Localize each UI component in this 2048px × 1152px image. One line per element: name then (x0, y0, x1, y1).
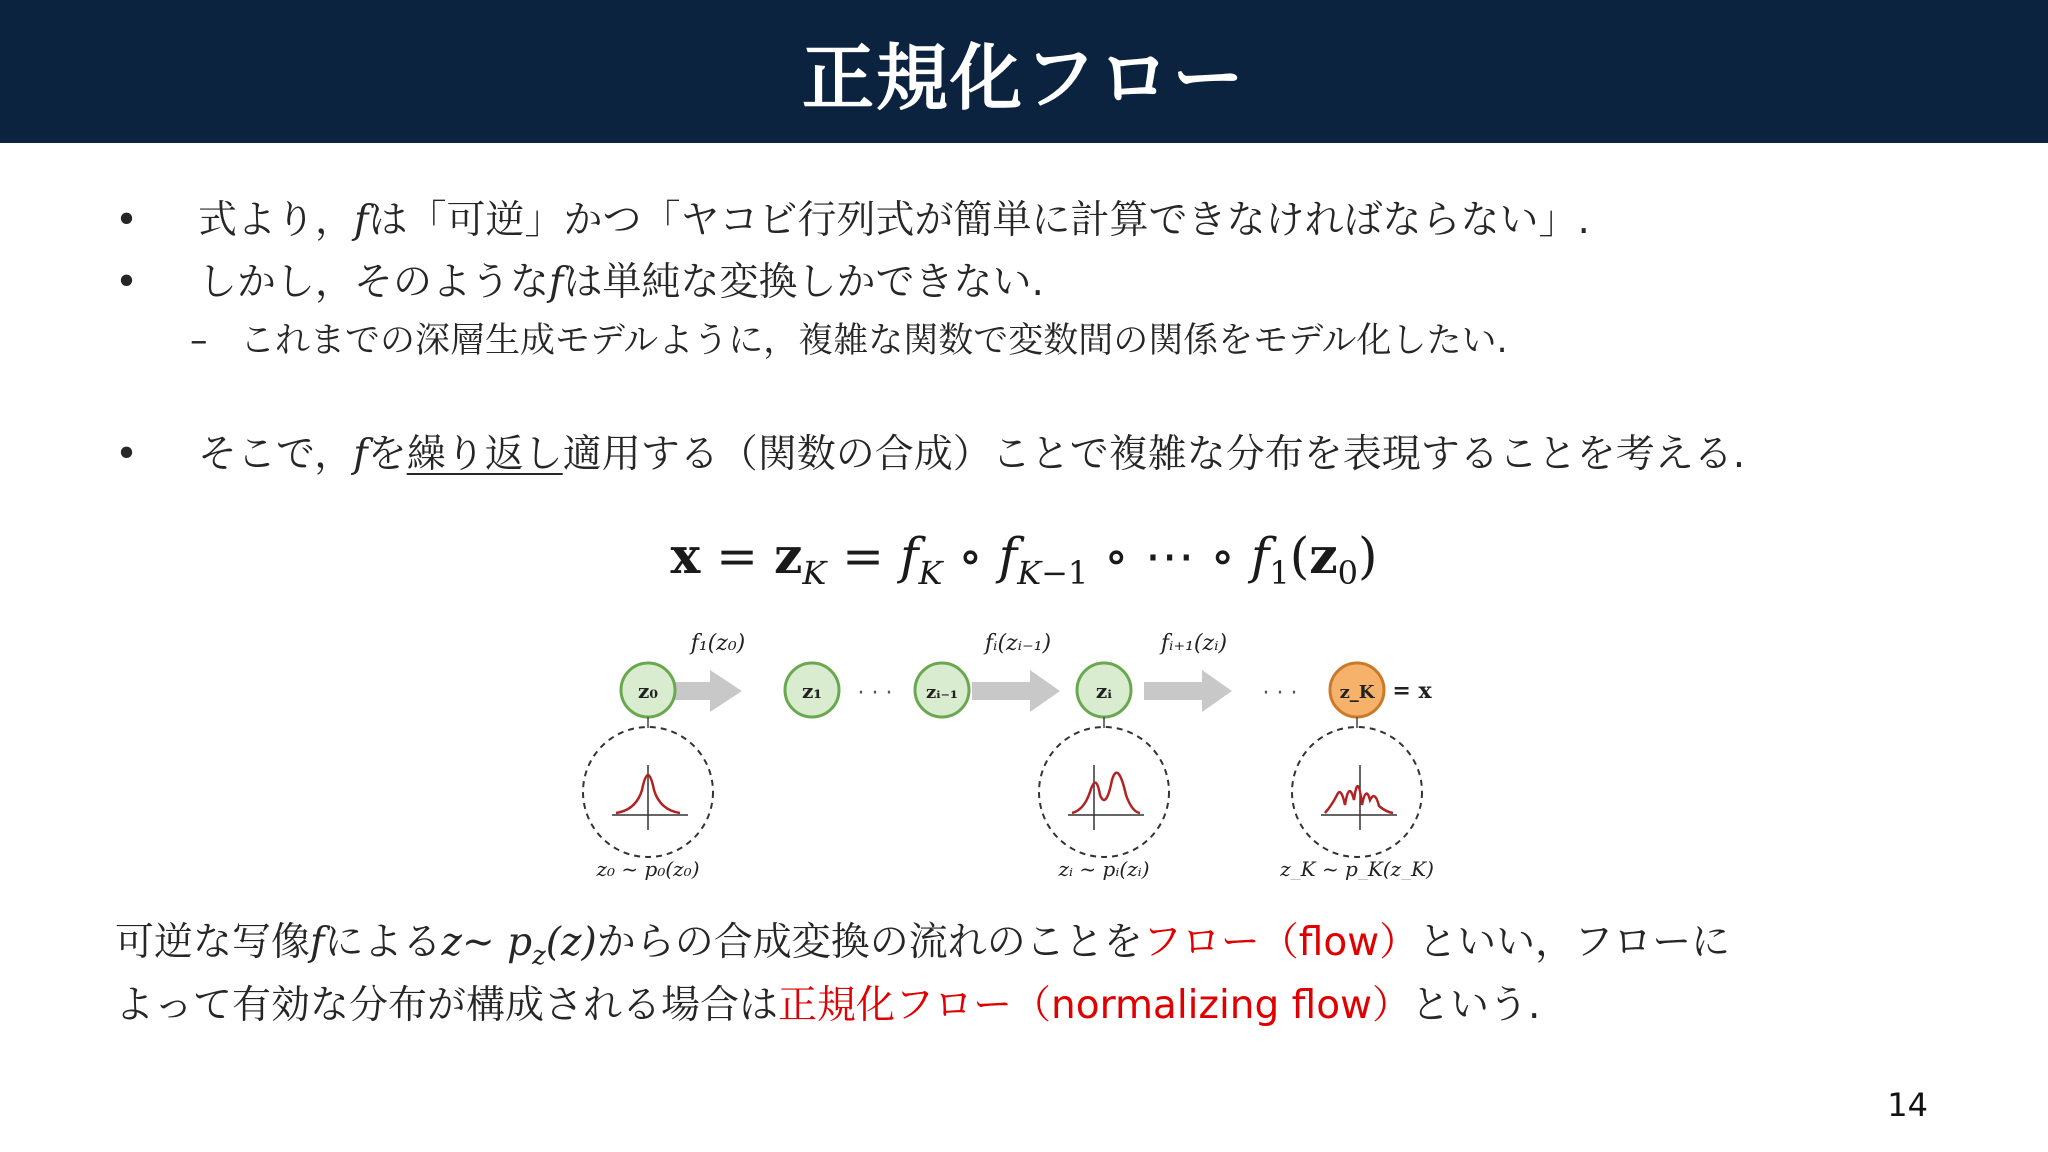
node-zi (1077, 663, 1131, 717)
svg-text:z₀: z₀ (637, 679, 659, 703)
bullet-text-1 (198, 196, 1590, 246)
bullet-marker: • (115, 260, 139, 305)
text-span: による (324, 920, 442, 965)
sub-bullet-text: これまでの深層生成モデルように，複雑な関数で変数間の関係をモデル化したい. (240, 321, 1508, 361)
dist-label-p0: z₀ ~ p₀(z₀) (596, 857, 700, 880)
math-f: f (310, 920, 325, 965)
flow-term: フロー（flow） (1142, 920, 1419, 965)
dist-label-pi: zᵢ ~ pᵢ(zᵢ) (1058, 857, 1150, 880)
text-span: 可逆な写像 (115, 920, 311, 965)
bullet-2-pre: しかし，そのような (198, 260, 550, 305)
arrow-label-2: fᵢ(zᵢ₋₁) (984, 631, 1052, 656)
distribution-pi (1039, 727, 1169, 857)
math-f: f (549, 260, 564, 305)
node-zK (1330, 663, 1384, 717)
math-sub: z (532, 940, 546, 971)
math-z-dist: z~ p (441, 920, 533, 965)
slide-title: 正規化フロー (801, 35, 1246, 120)
page-number: 14 (1887, 1086, 1928, 1124)
ellipsis-2: · · · (1262, 681, 1298, 706)
bullet-1-post: は「可逆」かつ「ヤコビ行列式が簡単に計算できなければならない」. (368, 198, 1590, 243)
dist-label-pK: z_K ~ p_K(z_K) (1280, 857, 1434, 880)
bullet-item-1 (115, 196, 1590, 246)
bullet-3-post: 適用する（関数の合成）ことで複雑な分布を表現することを考える. (562, 432, 1746, 477)
sub-bullet-item (190, 318, 1508, 364)
equals-x-label: = x (1392, 678, 1432, 704)
conclusion-line-1 (115, 918, 1915, 981)
math-tail: (z) (545, 920, 597, 965)
bullet-2-post: は単純な変換しかできない. (563, 260, 1044, 305)
text-span: という. (1411, 982, 1541, 1028)
bullet-marker: • (115, 198, 139, 243)
underlined-phrase: 繰り返し (406, 432, 563, 477)
distribution-pK (1292, 727, 1422, 857)
math-f: f (354, 198, 369, 243)
node-z1 (785, 663, 839, 717)
composition-formula: $x = z_K = f_K$ ∘ $f_{K-1}$ ∘ ⋯ ∘ $f_1(z_0)$ (670, 526, 1378, 592)
conclusion-line-2 (115, 981, 1915, 1031)
bullet-1-pre: 式より， (198, 198, 355, 243)
svg-text:z_K: z_K (1339, 682, 1375, 703)
flow-arrow-3 (1144, 670, 1232, 712)
node-z0 (621, 663, 675, 717)
text-span: といい，フローに (1418, 920, 1731, 965)
normalizing-flow-term: 正規化フロー（normalizing flow） (778, 982, 1412, 1028)
bullet-3-mid: を (367, 432, 407, 477)
svg-text:zᵢ₋₁: zᵢ₋₁ (926, 682, 958, 703)
node-zi-1 (915, 663, 969, 717)
sub-bullet-marker: – (190, 321, 208, 361)
math-f: f (353, 432, 368, 477)
bullet-item-2 (115, 258, 1044, 308)
ellipsis-1: · · · (857, 681, 893, 706)
distribution-p0 (583, 727, 713, 857)
title-bar (0, 0, 2048, 143)
conclusion-paragraph (115, 918, 1915, 1031)
flow-diagram (560, 620, 1440, 880)
bullet-3-pre: そこで， (198, 432, 354, 477)
svg-text:zᵢ: zᵢ (1095, 679, 1113, 703)
bullet-text-3 (198, 430, 1745, 480)
text-span: からの合成変換の流れのことを (596, 920, 1143, 965)
arrow-label-1: f₁(z₀) (690, 631, 746, 656)
text-span: よって有効な分布が構成される場合は (115, 982, 779, 1028)
bullet-text-2 (198, 258, 1044, 308)
bullet-marker: • (115, 432, 139, 477)
bullet-item-3 (115, 430, 1745, 480)
arrow-label-3: fᵢ₊₁(zᵢ) (1160, 631, 1228, 656)
flow-arrow-2 (972, 670, 1060, 712)
svg-text:z₁: z₁ (801, 679, 823, 703)
